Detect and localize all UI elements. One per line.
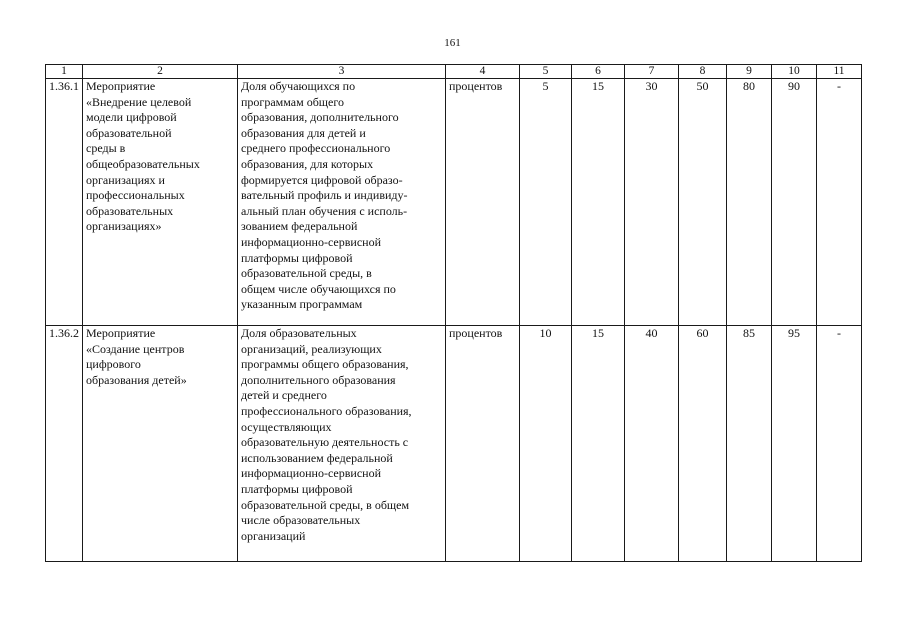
column-number: 3 — [238, 65, 446, 79]
row-id: 1.36.2 — [46, 326, 83, 562]
unit-cell: процентов — [446, 326, 520, 562]
measure-name: Мероприятие «Создание центров цифрового образования детей» — [83, 326, 238, 562]
value-col7: 40 — [625, 326, 679, 562]
indicators-table — [45, 64, 862, 562]
indicator-description: Доля образовательных организаций, реализующих программы общего образования, дополнительного образования детей и среднего профессионального образования, осуществляющих образовательную деятельность с использованием федеральной информационно-сервисной платформы цифровой образовательной среды, в общем числе образовательных организаций — [238, 326, 446, 562]
measure-name: Мероприятие «Внедрение целевой модели цифровой образовательной среды в общеобразовательных организациях и профессиональных образовательных организациях» — [83, 79, 238, 326]
value-col8: 50 — [679, 79, 727, 326]
column-number: 6 — [572, 65, 625, 79]
value-col9: 80 — [727, 79, 772, 326]
column-number: 8 — [679, 65, 727, 79]
row-id: 1.36.1 — [46, 79, 83, 326]
indicator-description: Доля обучающихся по программам общего образования, дополнительного образования для детей и среднего профессионального образования, для которых формируется цифровой образо- вательный профиль и индивиду- альный план обучения с исполь- зованием федеральной информационно-сервисной платформы цифровой образовательной среды, в общем числе обучающихся по указанным программам — [238, 79, 446, 326]
value-col6: 15 — [572, 326, 625, 562]
value-col6: 15 — [572, 79, 625, 326]
value-col10: 90 — [772, 79, 817, 326]
value-col10: 95 — [772, 326, 817, 562]
unit-cell: процентов — [446, 79, 520, 326]
column-number: 5 — [520, 65, 572, 79]
column-number: 10 — [772, 65, 817, 79]
value-col7: 30 — [625, 79, 679, 326]
table-row — [46, 79, 862, 326]
column-number: 9 — [727, 65, 772, 79]
column-number: 11 — [817, 65, 862, 79]
column-number: 7 — [625, 65, 679, 79]
column-number: 1 — [46, 65, 83, 79]
column-number: 4 — [446, 65, 520, 79]
value-col5: 5 — [520, 79, 572, 326]
value-col5: 10 — [520, 326, 572, 562]
table-row — [46, 326, 862, 562]
column-number-row — [46, 65, 862, 79]
page-number: 161 — [444, 37, 461, 49]
value-col11: - — [817, 326, 862, 562]
column-number: 2 — [83, 65, 238, 79]
value-col8: 60 — [679, 326, 727, 562]
value-col9: 85 — [727, 326, 772, 562]
value-col11: - — [817, 79, 862, 326]
